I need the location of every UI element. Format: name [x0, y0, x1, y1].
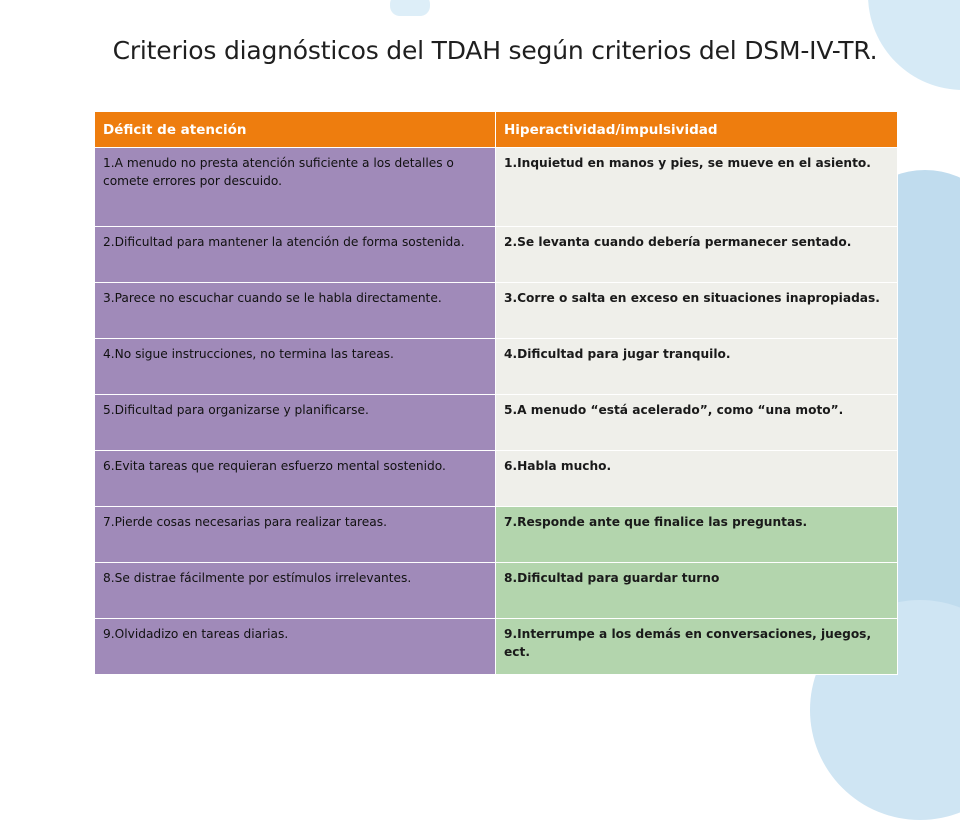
hyperactivity-criterion-cell: 8.Dificultad para guardar turno	[496, 563, 898, 619]
hyperactivity-criterion-cell: 2.Se levanta cuando debería permanecer sentado.	[496, 227, 898, 283]
table-row	[95, 451, 898, 507]
attention-criterion-cell: 8.Se distrae fácilmente por estímulos irrelevantes.	[95, 563, 496, 619]
hyperactivity-criterion-cell: 4.Dificultad para jugar tranquilo.	[496, 339, 898, 395]
attention-criterion-cell: 4.No sigue instrucciones, no termina las tareas.	[95, 339, 496, 395]
hyperactivity-criterion-cell: 7.Responde ante que finalice las preguntas.	[496, 507, 898, 563]
table-row	[95, 507, 898, 563]
table-row	[95, 395, 898, 451]
table-row	[95, 619, 898, 675]
attention-criterion-cell: 1.A menudo no presta atención suficiente a los detalles o comete errores por descuido.	[95, 148, 496, 227]
table-row	[95, 283, 898, 339]
header-attention-deficit: Déficit de atención	[95, 112, 496, 148]
attention-criterion-cell: 6.Evita tareas que requieran esfuerzo mental sostenido.	[95, 451, 496, 507]
decorative-shape	[390, 0, 430, 16]
attention-criterion-cell: 5.Dificultad para organizarse y planificarse.	[95, 395, 496, 451]
slide-title: Criterios diagnósticos del TDAH según criterios del DSM-IV-TR.	[112, 36, 878, 65]
table-row	[95, 339, 898, 395]
hyperactivity-criterion-cell: 6.Habla mucho.	[496, 451, 898, 507]
attention-criterion-cell: 9.Olvidadizo en tareas diarias.	[95, 619, 496, 675]
attention-criterion-cell: 3.Parece no escuchar cuando se le habla directamente.	[95, 283, 496, 339]
header-hyperactivity: Hiperactividad/impulsividad	[496, 112, 898, 148]
table-row	[95, 227, 898, 283]
criteria-table	[94, 111, 898, 675]
table-header-row	[95, 112, 898, 148]
hyperactivity-criterion-cell: 5.A menudo “está acelerado”, como “una moto”.	[496, 395, 898, 451]
attention-criterion-cell: 2.Dificultad para mantener la atención de forma sostenida.	[95, 227, 496, 283]
hyperactivity-criterion-cell: 9.Interrumpe a los demás en conversaciones, juegos, ect.	[496, 619, 898, 675]
attention-criterion-cell: 7.Pierde cosas necesarias para realizar tareas.	[95, 507, 496, 563]
hyperactivity-criterion-cell: 1.Inquietud en manos y pies, se mueve en el asiento.	[496, 148, 898, 227]
hyperactivity-criterion-cell: 3.Corre o salta en exceso en situaciones inapropiadas.	[496, 283, 898, 339]
table-row	[95, 563, 898, 619]
table-row	[95, 148, 898, 227]
